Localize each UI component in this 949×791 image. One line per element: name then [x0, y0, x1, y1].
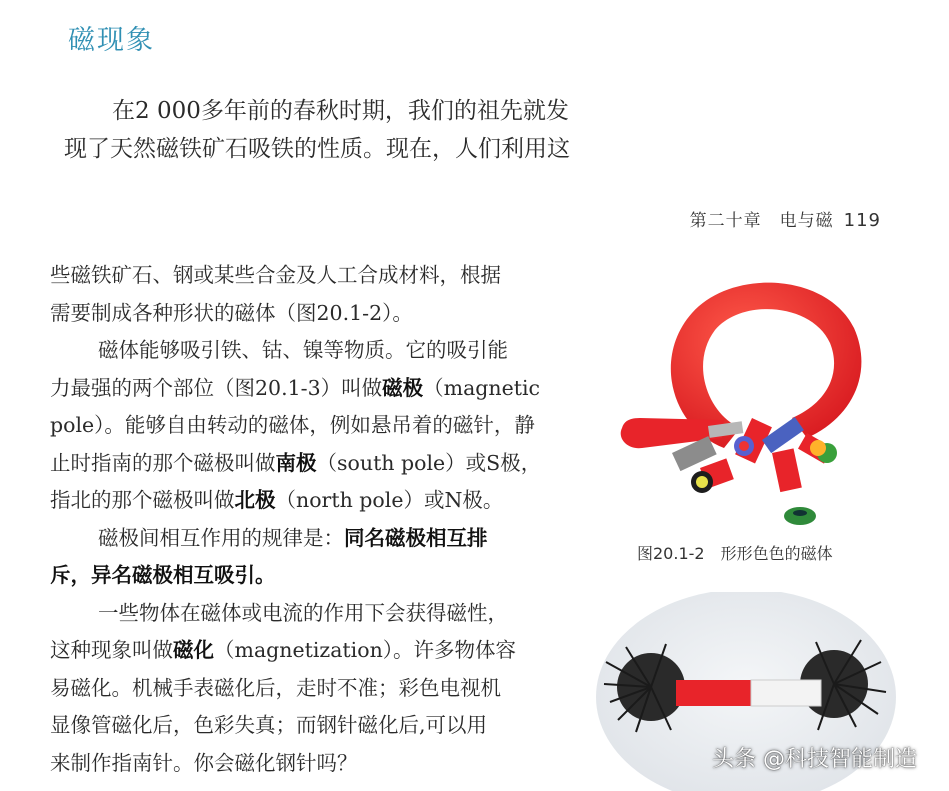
section-title: 磁现象: [68, 25, 155, 56]
figure-caption: 图20.1-2 形形色色的磁体: [637, 544, 833, 563]
body-line: [50, 482, 590, 520]
text-span: 止时指南的那个磁极叫做: [50, 450, 276, 475]
term-magnetization: 磁化: [173, 638, 214, 662]
body-line: [50, 370, 590, 408]
page-header: [690, 206, 881, 231]
rule-bold: 同名磁极相互排: [344, 525, 488, 550]
body-line: [50, 557, 590, 595]
body-line: 些磁铁矿石、钢或某些合金及人工合成材料，根据: [50, 263, 501, 287]
body-line: 来制作指南针。你会磁化钢针吗？: [50, 750, 358, 775]
page-number: 119: [843, 210, 881, 231]
body-line: [50, 632, 590, 670]
body-line: 易磁化。机械手表磁化后，走时不准；彩色电视机: [50, 675, 501, 700]
chapter-title: 第二十章 电与磁: [689, 211, 834, 231]
term-south-pole: 南极: [275, 450, 317, 475]
body-line: [50, 445, 590, 483]
magnets-figure: [612, 268, 874, 533]
text-span: （magnetization）。许多物体容: [214, 638, 517, 662]
text-span: （south pole）或S极，: [316, 450, 542, 475]
watermark: 头条 @科技智能制造: [712, 747, 917, 772]
text-span: 这种现象叫做: [50, 638, 173, 662]
intro-line-2: 现了天然磁铁矿石吸铁的性质。现在，人们利用这: [64, 136, 570, 162]
body-line: 磁体能够吸引铁、钴、镍等物质。它的吸引能: [98, 338, 508, 362]
body-line: 显像管磁化后，色彩失真；而钢针磁化后,可以用: [50, 713, 488, 737]
rule-bold: 斥，异名磁极相互吸引。: [50, 563, 276, 587]
body-line: 一些物体在磁体或电流的作用下会获得磁性，: [98, 600, 508, 625]
body-line: [50, 520, 590, 558]
term-north-pole: 北极: [234, 488, 276, 512]
intro-paragraph: [64, 92, 624, 168]
bar-magnet-red-half: [676, 680, 751, 706]
text-span: 指北的那个磁极叫做: [50, 488, 235, 512]
text-span: 磁极间相互作用的规律是：: [98, 525, 344, 550]
term-magnetic-pole: 磁极: [382, 375, 424, 400]
text-span: （magnetic: [423, 375, 541, 400]
text-span: （north pole）或N极。: [275, 488, 504, 512]
bar-magnet-white-half: [751, 680, 821, 706]
intro-line-1: 在2 000多年前的春秋时期，我们的祖先就发: [112, 98, 569, 124]
text-span: 力最强的两个部位（图20.1-3）叫做: [50, 375, 383, 400]
body-line: 需要制成各种形状的磁体（图20.1-2）。: [50, 300, 413, 325]
body-line: pole）。能够自由转动的磁体，例如悬吊着的磁针，静: [50, 413, 535, 437]
body-text: [50, 257, 590, 782]
